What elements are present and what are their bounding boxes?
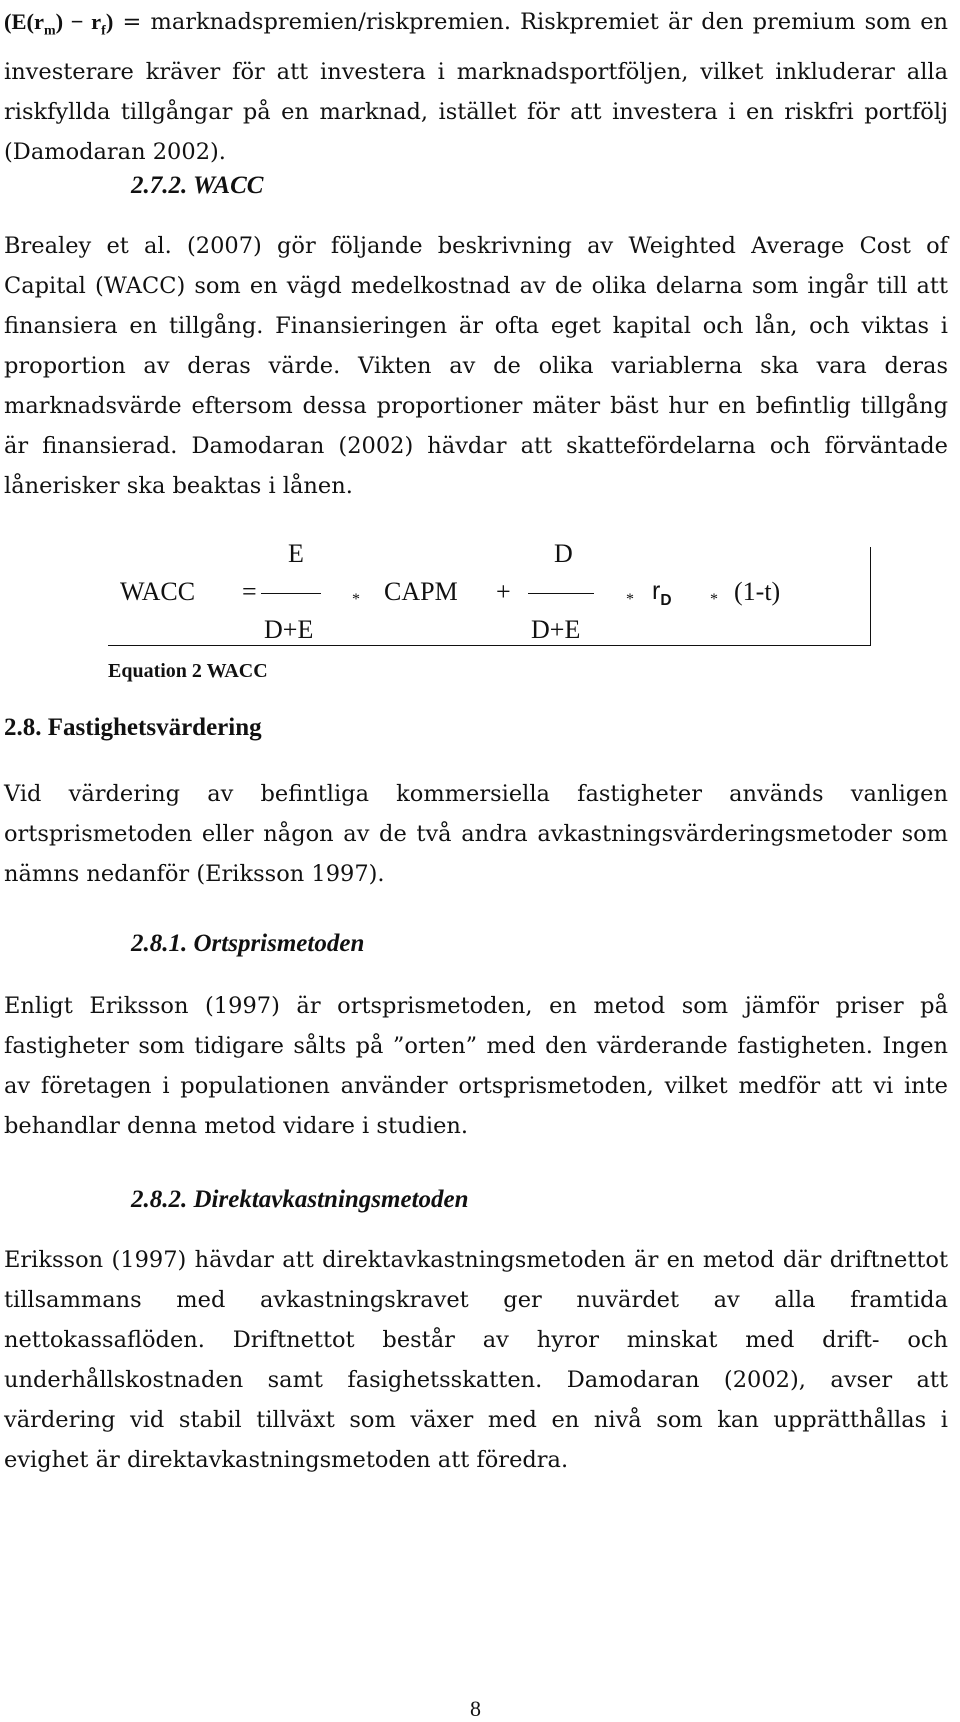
market-premium-paragraph: $(E(r_m) - r_f)$ = marknadspremien/riskpremien. Riskpremiet är den premium som en investerare kräver för att investera i marknadsportföljen, vilket inkluderar alla riskfyllda tillgångar på en marknad, istället för att investera i en riskfri portfölj (Damodaran 2002).: [4, 9, 948, 165]
equation-capm: CAPM: [384, 577, 458, 606]
multiply-sign-3: *: [710, 591, 718, 608]
fraction-denominator-2: D+E: [531, 615, 581, 644]
equation-tax-factor: (1-t): [734, 577, 781, 606]
page-number: 8: [470, 1696, 481, 1721]
equation-rd: $r_D$: [652, 577, 672, 609]
wacc-equation-box: [108, 539, 871, 646]
ortsprismetoden-paragraph: Enligt Eriksson (1997) är ortsprismetoden, en metod som jämför priser på fastigheter som tidigare sålts på ”orten” med den värderande fastigheten. Ingen av företagen i populationen använder ortsprismetoden, vilket medför att vi inte behandlar denna metod vidare i studien.: [4, 993, 948, 1139]
fastighetsvardering-paragraph: Vid värdering av befintliga kommersiella fastigheter används vanligen ortsprismetoden eller någon av de två andra avkastningsvärderingsmetoder som nämns nedanför (Eriksson 1997).: [4, 781, 948, 887]
wacc-paragraph: Brealey et al. (2007) gör följande beskrivning av Weighted Average Cost of Capital (WACC) som en vägd medelkostnad av de olika delarna som ingår till att finansiera en tillgång. Finansieringen är ofta eget kapital och lån, och viktas i proportion av deras värde. Vikten av de olika variablerna ska vara deras marknadsvärde eftersom dessa proportioner mäter bäst hur en befintlig tillgång är finansierad. Damodaran (2002) hävdar att skattefördelarna och förväntade lånerisker ska beaktas i lånen.: [4, 233, 948, 499]
market-premium-formula: $(E(r_m) - r_f)$: [4, 9, 114, 39]
direktavkastningsmetoden-paragraph: Eriksson (1997) hävdar att direktavkastningsmetoden är en metod där driftnettot tillsammans med avkastningskravet ger nuvärdet av alla framtida nettokassaflöden. Driftnettot består av hyror minskat med drift- och underhållskostnaden samt fasighetsskatten. Damodaran (2002), avser att värdering vid stabil tillväxt som växer med en nivå som kan upprätthållas i evighet är direktavkastningsmetoden att föredra.: [4, 1247, 948, 1473]
multiply-sign-1: *: [352, 591, 360, 608]
section-heading-direktavkastningsmetoden: 2.8.2. Direktavkastningsmetoden: [131, 1186, 469, 1213]
fraction-numerator-e: E: [288, 539, 304, 568]
equation-plus: +: [496, 577, 511, 606]
fraction-numerator-d: D: [554, 539, 573, 568]
multiply-sign-2: *: [626, 591, 634, 608]
equation-equals: =: [242, 577, 257, 606]
equation-caption: Equation 2 WACC: [108, 660, 268, 682]
section-heading-ortsprismetoden: 2.8.1. Ortsprismetoden: [131, 930, 365, 957]
equation-lhs: WACC: [120, 577, 196, 606]
section-heading-wacc: 2.7.2. WACC: [131, 172, 264, 199]
fraction-denominator-1: D+E: [264, 615, 314, 644]
fraction-bar-1: [261, 593, 321, 594]
section-heading-fastighetsvardering: 2.8. Fastighetsvärdering: [4, 714, 262, 741]
fraction-bar-2: [528, 593, 594, 594]
